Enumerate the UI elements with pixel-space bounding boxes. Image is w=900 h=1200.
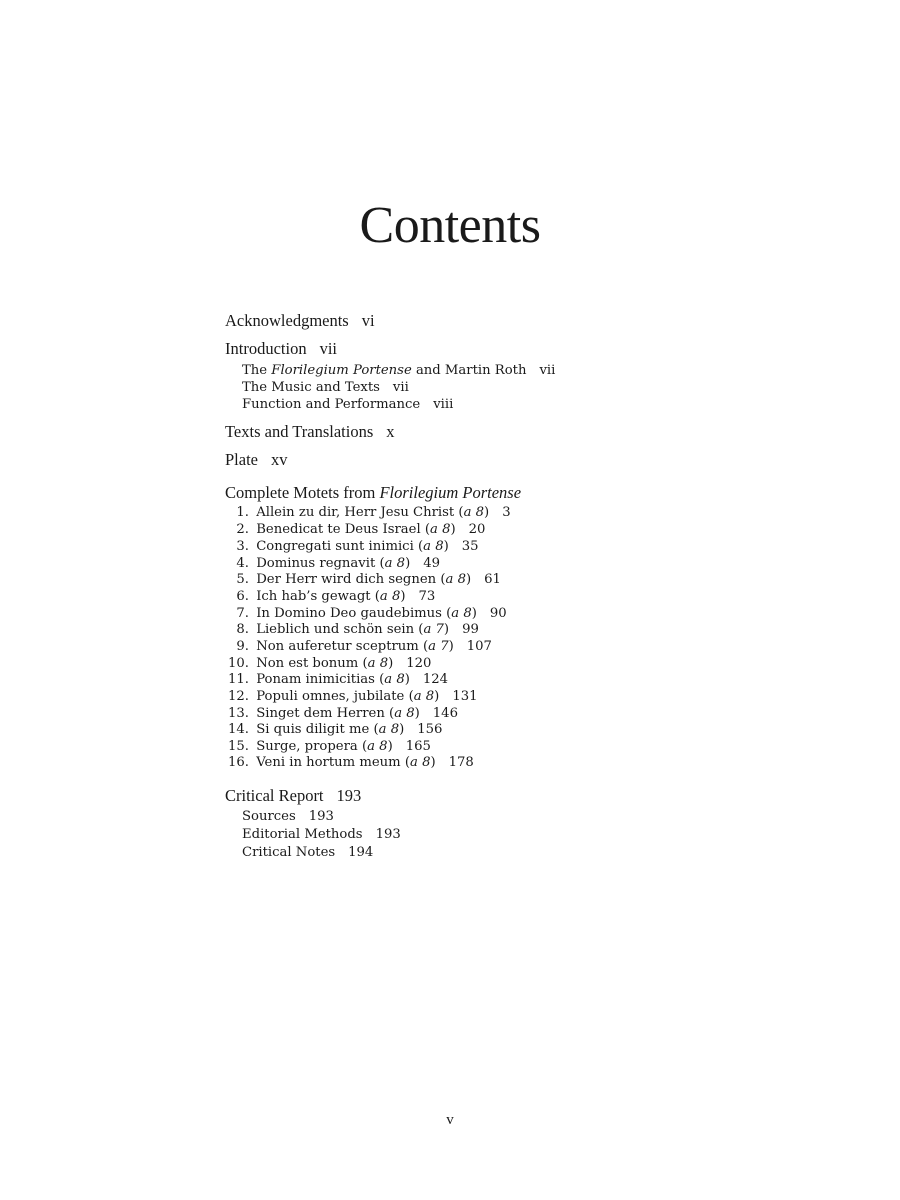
motet-title: Lieblich und schön sein <box>256 622 415 637</box>
entry-label: The Music and Texts <box>242 380 380 395</box>
motet-item[interactable]: 2. Benedicat te Deus Israel (a 8) 20 <box>225 522 485 537</box>
entry-label: Acknowledgments <box>225 311 349 330</box>
toc-subentry-florilegium-martin-roth[interactable] <box>242 363 555 378</box>
motet-item[interactable]: 8. Lieblich und schön sein (a 7) 99 <box>225 622 479 637</box>
entry-label-italic: Florilegium Portense <box>379 483 522 502</box>
motet-voices: a 8 <box>451 606 472 621</box>
entry-label: Plate <box>225 450 258 469</box>
motet-number: 2. <box>236 522 249 537</box>
toc-subentry-sources[interactable] <box>242 809 334 824</box>
motet-number: 13. <box>228 706 249 721</box>
entry-label: Introduction <box>225 339 307 358</box>
motet-title: Si quis diligit me <box>256 722 370 737</box>
motet-title: Ponam inimicitias <box>256 672 375 687</box>
entry-label-post: and Martin Roth <box>411 363 527 378</box>
motet-item[interactable]: 14. Si quis diligit me (a 8) 156 <box>225 722 442 737</box>
entry-page: xv <box>271 450 288 469</box>
toc-subentry-editorial-methods[interactable] <box>242 827 401 842</box>
toc-subentry-critical-notes[interactable] <box>242 845 373 860</box>
motet-item[interactable]: 13. Singet dem Herren (a 8) 146 <box>225 706 458 721</box>
motet-voices: a 8 <box>379 589 401 604</box>
motet-page: 73 <box>418 589 436 604</box>
toc-entry-texts-and-translations[interactable] <box>225 422 395 442</box>
entry-label: Function and Performance <box>242 397 421 412</box>
motet-item[interactable]: 1. Allein zu dir, Herr Jesu Christ (a 8) 3 <box>225 505 511 520</box>
toc-entry-introduction[interactable] <box>225 339 337 359</box>
entry-label: Critical Report <box>225 786 324 805</box>
motet-page: 61 <box>484 572 501 587</box>
motet-voices: a 8 <box>445 572 466 587</box>
motet-voices: a 7 <box>423 622 444 637</box>
motet-voices: a 8 <box>463 505 485 520</box>
motet-number: 15. <box>228 739 249 754</box>
motet-item[interactable]: 4. Dominus regnavit (a 8) 49 <box>225 556 440 571</box>
motet-title: Benedicat te Deus Israel <box>256 522 421 537</box>
motet-title: Der Herr wird dich segnen <box>256 572 437 587</box>
motet-number: 11. <box>228 672 249 687</box>
motet-item[interactable]: 5. Der Herr wird dich segnen (a 8) 61 <box>225 572 501 587</box>
motet-title: Non est bonum <box>256 656 359 671</box>
entry-page: vii <box>319 339 337 358</box>
entry-page: vii <box>392 380 409 395</box>
motet-voices: a 7 <box>428 639 449 654</box>
motet-title: Congregati sunt inimici <box>256 539 414 554</box>
motet-number: 14. <box>228 722 249 737</box>
motet-number: 3. <box>236 539 249 554</box>
motet-page: 90 <box>489 606 507 621</box>
motet-number: 9. <box>236 639 249 654</box>
motet-voices: a 8 <box>384 556 406 571</box>
motet-page: 107 <box>466 639 492 654</box>
motet-page: 156 <box>417 722 443 737</box>
entry-page: 193 <box>336 786 362 805</box>
entry-page: x <box>386 422 395 441</box>
toc-entry-plate[interactable] <box>225 450 288 470</box>
entry-label: Critical Notes <box>242 845 336 860</box>
motet-number: 6. <box>236 589 249 604</box>
entry-page: vi <box>361 311 375 330</box>
motet-voices: a 8 <box>367 739 388 754</box>
motet-title: In Domino Deo gaudebimus <box>256 606 442 621</box>
motet-page: 146 <box>432 706 458 721</box>
motet-number: 5. <box>236 572 249 587</box>
motet-item[interactable]: 6. Ich hab’s gewagt (a 8) 73 <box>225 589 435 604</box>
motet-page: 178 <box>448 755 474 770</box>
entry-label: Texts and Translations <box>225 422 374 441</box>
motet-number: 16. <box>228 755 249 770</box>
page-number: v <box>446 1112 454 1128</box>
motet-item[interactable]: 10. Non est bonum (a 8) 120 <box>225 656 431 671</box>
motet-number: 4. <box>236 556 249 571</box>
motet-page: 99 <box>462 622 479 637</box>
entry-page: vii <box>539 363 556 378</box>
motet-title: Populi omnes, jubilate <box>256 689 405 704</box>
motet-title: Veni in hortum meum <box>256 755 401 770</box>
entry-label-pre: The <box>242 363 272 378</box>
motet-page: 165 <box>405 739 431 754</box>
motet-title: Dominus regnavit <box>256 556 376 571</box>
motet-title: Non auferetur sceptrum <box>256 639 419 654</box>
motet-item[interactable]: 16. Veni in hortum meum (a 8) 178 <box>225 755 474 770</box>
motet-number: 12. <box>228 689 249 704</box>
motet-item[interactable]: 3. Congregati sunt inimici (a 8) 35 <box>225 539 479 554</box>
motet-title: Surge, propera <box>256 739 358 754</box>
motet-page: 131 <box>452 689 478 704</box>
motet-item[interactable]: 7. In Domino Deo gaudebimus (a 8) 90 <box>225 606 507 621</box>
motet-number: 10. <box>228 656 249 671</box>
motet-page: 3 <box>502 505 511 520</box>
motet-voices: a 8 <box>430 522 451 537</box>
motet-title: Allein zu dir, Herr Jesu Christ <box>256 505 455 520</box>
toc-subentry-music-and-texts[interactable] <box>242 380 409 395</box>
motet-voices: a 8 <box>384 672 405 687</box>
entry-page: 194 <box>348 845 374 860</box>
entry-label: Editorial Methods <box>242 827 363 842</box>
motet-item[interactable]: 9. Non auferetur sceptrum (a 7) 107 <box>225 639 492 654</box>
motet-page: 49 <box>423 556 440 571</box>
motet-page: 120 <box>406 656 432 671</box>
motet-title: Singet dem Herren <box>256 706 385 721</box>
motet-page: 124 <box>422 672 449 687</box>
motet-page: 20 <box>468 522 486 537</box>
toc-subentry-function-and-performance[interactable] <box>242 397 453 412</box>
motet-item[interactable]: 11. Ponam inimicitias (a 8) 124 <box>225 672 448 687</box>
entry-page: viii <box>433 397 454 412</box>
motet-voices: a 8 <box>367 656 389 671</box>
entry-label: Complete Motets from <box>225 483 380 502</box>
motet-title: Ich hab’s gewagt <box>256 589 371 604</box>
motet-item[interactable]: 12. Populi omnes, jubilate (a 8) 131 <box>225 689 478 704</box>
entry-page: 193 <box>308 809 334 824</box>
motet-voices: a 8 <box>423 539 444 554</box>
toc-entry-complete-motets[interactable] <box>225 483 521 503</box>
motet-voices: a 8 <box>413 689 435 704</box>
toc-entry-acknowledgments[interactable] <box>225 311 375 331</box>
motet-item[interactable]: 15. Surge, propera (a 8) 165 <box>225 739 431 754</box>
motet-page: 35 <box>461 539 479 554</box>
motet-voices: a 8 <box>394 706 415 721</box>
page-title: Contents <box>359 197 541 254</box>
toc-entry-critical-report[interactable] <box>225 786 361 806</box>
entry-page: 193 <box>375 827 401 842</box>
motet-number: 8. <box>236 622 249 637</box>
motet-voices: a 8 <box>410 755 431 770</box>
entry-label: Sources <box>242 809 296 824</box>
entry-label-italic: Florilegium Portense <box>271 363 412 378</box>
motet-number: 7. <box>236 606 249 621</box>
motet-voices: a 8 <box>378 722 400 737</box>
motet-number: 1. <box>236 505 249 520</box>
